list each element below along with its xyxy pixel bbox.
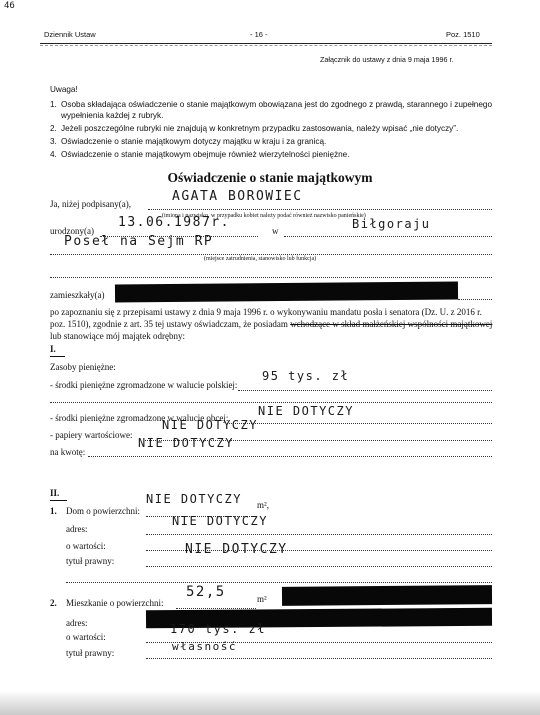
page-number: - 16 - bbox=[250, 30, 268, 39]
flat-address-label: adres: bbox=[66, 618, 88, 628]
annex-note: Załącznik do ustawy z dnia 9 maja 1996 r. bbox=[320, 55, 454, 64]
born-in-label: w bbox=[272, 226, 279, 236]
margin-note: 46 bbox=[4, 1, 15, 11]
securities-label: - papiery wartościowe: bbox=[50, 430, 133, 440]
struck-joint-property: wchodzące w skład małżeńskiej wspólności majątkowej bbox=[290, 319, 493, 329]
house-title-handwritten: NIE DOTYCZY bbox=[185, 542, 288, 557]
house-address-handwritten: NIE DOTYCZY bbox=[172, 514, 268, 528]
scan-shadow bbox=[0, 690, 540, 715]
pln-handwritten: 95 tys. zł bbox=[262, 369, 350, 383]
section-1-number: I. bbox=[50, 344, 56, 354]
house-area-handwritten: NIE DOTYCZY bbox=[146, 492, 242, 506]
house-label: Dom o powierzchni: bbox=[66, 506, 140, 516]
employment-handwritten: Poseł na Sejm RP bbox=[64, 234, 214, 249]
amount-label: na kwotę: bbox=[50, 447, 86, 457]
header-rule bbox=[40, 43, 492, 44]
flat-label: Mieszkanie o powierzchni: bbox=[66, 598, 164, 608]
house-unit: m², bbox=[257, 500, 269, 510]
note-1-num: 1. bbox=[50, 100, 57, 109]
note-3-text: Oświadczenie o stanie majątkowym dotyczy majątku w kraju i za granicą. bbox=[61, 137, 327, 146]
note-1-line1: Osoba składająca oświadczenie o stanie majątkowym obowiązana jest do zgodnego z prawdą, starannego i zupełnego bbox=[61, 100, 493, 109]
note-2-num: 2. bbox=[50, 124, 57, 133]
section-1-heading: Zasoby pieniężne: bbox=[50, 362, 116, 372]
note-3-num: 3. bbox=[50, 137, 57, 146]
signer-caption: (imiona i nazwisko, w przypadku kobiet należy podać również nazwisko panieńskie) bbox=[162, 213, 366, 219]
header-rule-dashed bbox=[40, 45, 492, 46]
flat-worth-label: o wartości: bbox=[66, 632, 106, 642]
signer-label: Ja, niżej podpisany(a), bbox=[50, 199, 131, 209]
notes-title: Uwaga! bbox=[50, 85, 78, 94]
position-number: Poz. 1510 bbox=[446, 30, 480, 39]
form-title: Oświadczenie o stanie majątkowym bbox=[167, 170, 373, 185]
residence-label: zamieszkały(a) bbox=[50, 290, 105, 300]
flat-title-handwritten: własność bbox=[172, 640, 237, 653]
note-2-text: Jeżeli poszczególne rubryki nie znajdują w konkretnym przypadku zastosowania, należy wpisać „nie dotyczy”. bbox=[61, 124, 459, 133]
section-2-number: II. bbox=[50, 488, 60, 498]
statement-line-3: lub stanowiące mój majątek odrębny: bbox=[50, 331, 185, 341]
foreign-handwritten: NIE DOTYCZY bbox=[258, 404, 354, 418]
signer-name-handwritten: AGATA BOROWIEC bbox=[172, 189, 303, 204]
amount-handwritten: NIE DOTYCZY bbox=[138, 436, 234, 450]
journal-name: Dziennik Ustaw bbox=[44, 30, 96, 39]
born-label: urodzony(a) bbox=[50, 226, 94, 236]
pln-label: - środki pieniężne zgromadzone w walucie polskiej: bbox=[50, 380, 238, 390]
flat-area-handwritten: 52,5 bbox=[186, 584, 226, 600]
born-date-handwritten: 13.06.1987r. bbox=[118, 215, 230, 230]
statement-line-1: po zapoznaniu się z przepisami ustawy z dnia 9 maja 1996 r. o wykonywaniu mandatu posła i senatora (Dz. U. z 2016 r. bbox=[50, 307, 482, 317]
note-4-text: Oświadczenie o stanie majątkowym obejmuje również wierzytelności pieniężne. bbox=[61, 150, 350, 159]
note-1-line2: wypełnienia każdej z rubryk. bbox=[61, 111, 164, 120]
born-place-handwritten: Biłgoraju bbox=[352, 217, 431, 231]
house-address-label: adres: bbox=[66, 524, 88, 534]
redacted-residence bbox=[115, 282, 458, 303]
securities-handwritten: NIE DOTYCZY bbox=[162, 418, 258, 432]
house-title-label: tytuł prawny: bbox=[66, 556, 115, 566]
foreign-label: - środki pieniężne zgromadzone w walucie obcej: bbox=[50, 413, 229, 423]
house-worth-label: o wartości: bbox=[66, 541, 106, 551]
redacted-flat-address-a bbox=[282, 585, 492, 606]
flat-title-label: tytuł prawny: bbox=[66, 648, 115, 658]
employment-caption: (miejsce zatrudnienia, stanowisko lub funkcja) bbox=[204, 256, 317, 262]
flat-unit: m² bbox=[257, 594, 267, 604]
statement-line-2: poz. 1510), zgodnie z art. 35 tej ustawy oświadczam, że posiadam wchodzące w skład małżeńskiej wspólności majątkowej bbox=[50, 319, 493, 329]
house-number: 1. bbox=[50, 506, 57, 516]
flat-number: 2. bbox=[50, 598, 57, 608]
note-4-num: 4. bbox=[50, 150, 57, 159]
flat-worth-handwritten: 170 tys. zł bbox=[170, 622, 266, 636]
